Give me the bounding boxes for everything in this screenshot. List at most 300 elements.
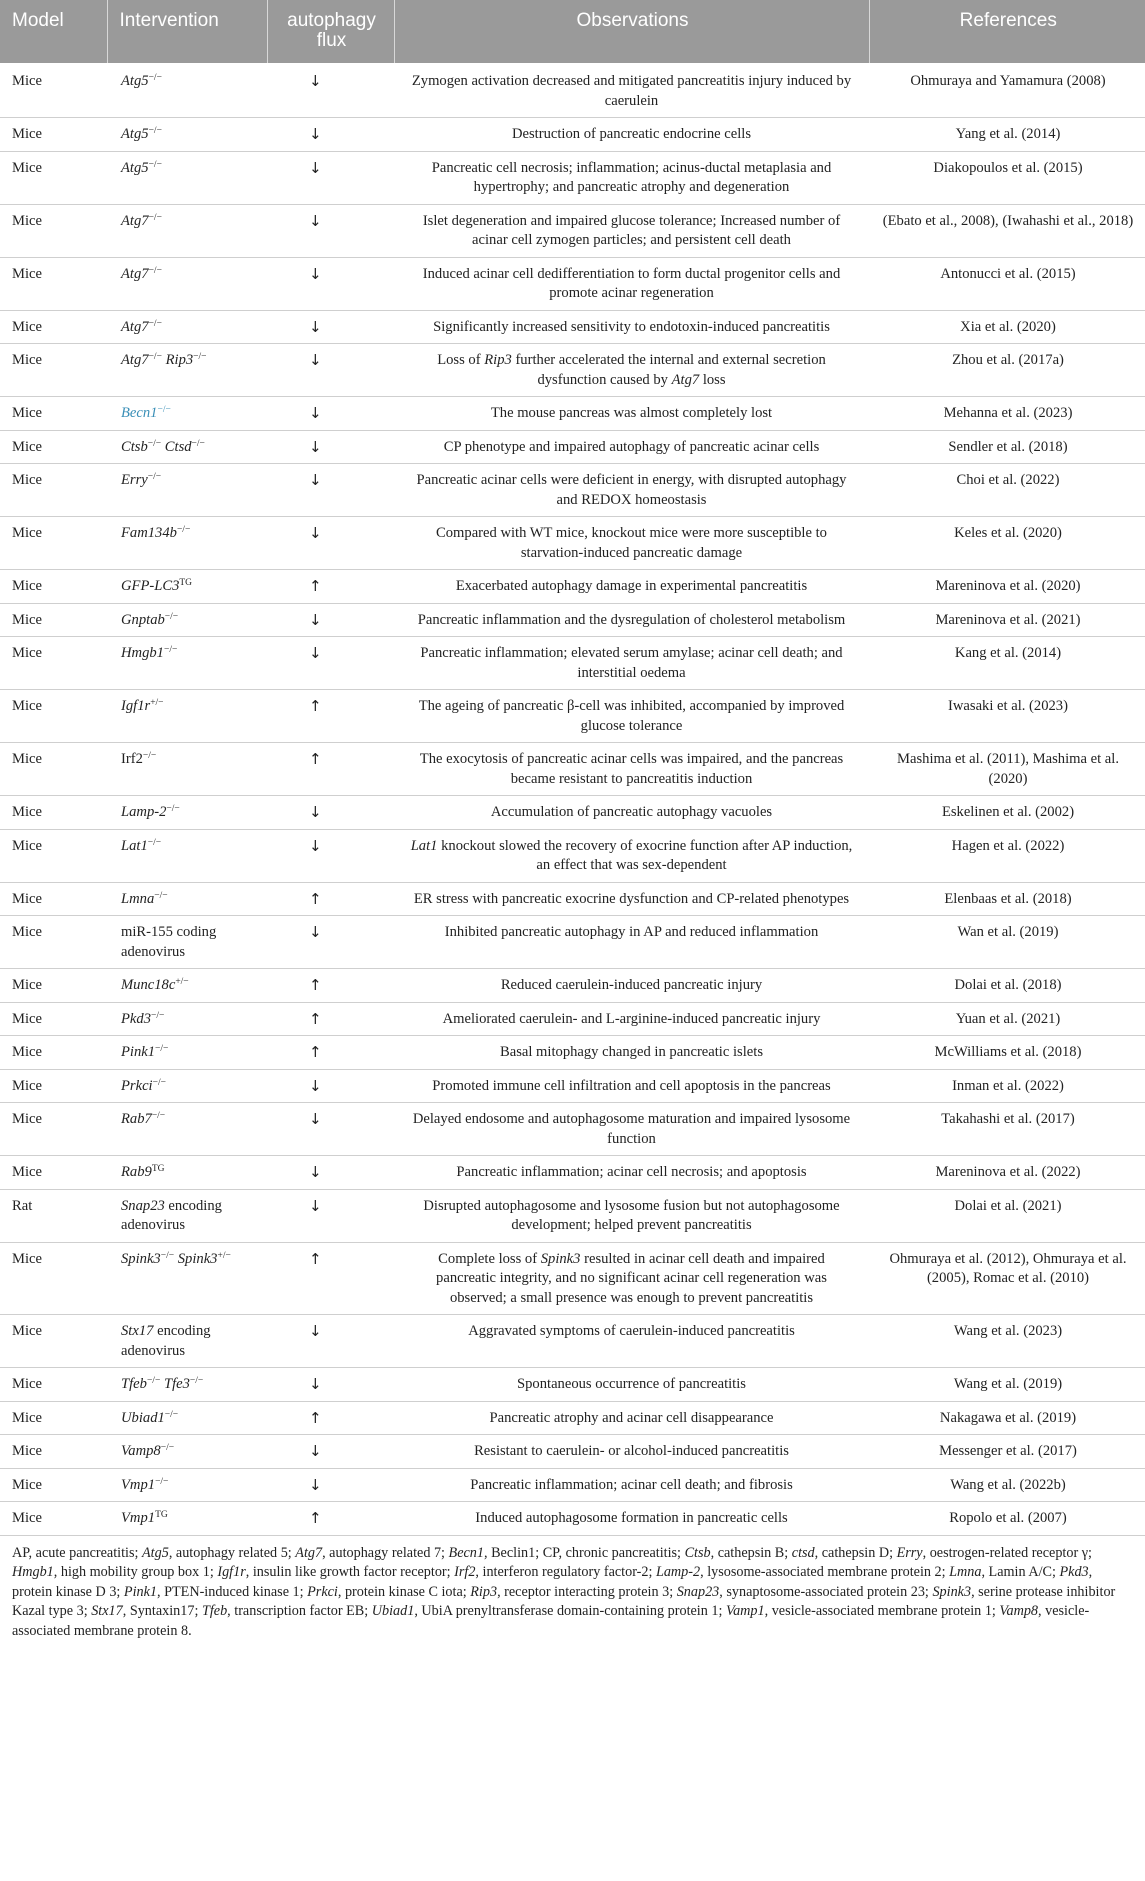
cell-observations [394, 63, 869, 118]
text-run: Erry [896, 1544, 923, 1561]
flux-down-arrow-icon: ↓ [267, 517, 394, 570]
cell-intervention [107, 637, 267, 690]
text-run: Ubiad1 [371, 1603, 415, 1620]
text-run: Hmgb1 [121, 645, 164, 661]
text-run: knockout slowed the recovery of exocrine function after AP induction, an effect that was sex-dependent [437, 837, 853, 873]
flux-down-arrow-icon: ↓ [267, 637, 394, 690]
text-run: Snap23 [676, 1583, 720, 1600]
cell-references: Elenbaas et al. (2018) [869, 882, 1145, 916]
cell-observations [394, 118, 869, 152]
superscript-genotype: −/− [157, 405, 171, 415]
cell-references: Mareninova et al. (2021) [869, 603, 1145, 637]
text-run: Rip3 [484, 352, 512, 368]
table-row [0, 743, 1145, 796]
cell-model: Mice [0, 743, 107, 796]
text-run: Atg7 [295, 1544, 323, 1561]
text-run: Pancreatic inflammation and the dysregulation of cholesterol metabolism [417, 611, 846, 628]
text-run: Lmna [121, 890, 155, 907]
superscript-genotype: −/− [148, 212, 162, 223]
table-row [0, 204, 1145, 257]
flux-up-arrow-icon: ↑ [267, 882, 394, 916]
flux-up-arrow-icon: ↑ [267, 1401, 394, 1435]
cell-model: Mice [0, 151, 107, 204]
superscript-genotype: −/− [166, 804, 180, 814]
text-run: Resistant to caerulein- or alcohol-induced pancreatitis [474, 1443, 789, 1459]
text-run: Spink3 [932, 1583, 972, 1600]
text-run: resulted in acinar cell death and impaired pancreatic integrity, and no significant acinar cell regeneration was observed; a small presence was enough to prevent pancreatitis [436, 1250, 827, 1306]
cell-model: Mice [0, 204, 107, 257]
flux-down-arrow-icon: ↓ [267, 397, 394, 431]
cell-intervention [107, 796, 267, 830]
text-run: , Syntaxin17; [122, 1603, 202, 1620]
text-run: Vmp1 [121, 1510, 156, 1526]
cell-intervention [107, 204, 267, 257]
table-row [0, 1401, 1145, 1435]
cell-references: Kang et al. (2014) [869, 637, 1145, 690]
text-run: Rab9 [121, 1164, 152, 1180]
table-row [0, 118, 1145, 152]
cell-references: McWilliams et al. (2018) [869, 1036, 1145, 1070]
text-run: , autophagy related 5; [168, 1544, 296, 1561]
text-run: Destruction of pancreatic endocrine cells [511, 126, 752, 142]
text-run: Prkci [121, 1077, 153, 1094]
text-run: Irf2 [454, 1564, 476, 1581]
cell-references: Dolai et al. (2021) [869, 1189, 1145, 1242]
superscript-genotype: −/− [191, 438, 205, 449]
cell-observations [394, 310, 869, 344]
text-run: , vesicle-associated membrane protein 1; [764, 1603, 1000, 1620]
table-row [0, 1315, 1145, 1368]
cell-observations [394, 1103, 869, 1156]
cell-observations [394, 430, 869, 464]
flux-down-arrow-icon: ↓ [267, 1368, 394, 1402]
cell-observations [394, 743, 869, 796]
table-row [0, 63, 1145, 118]
cell-intervention [107, 743, 267, 796]
table-row [0, 916, 1145, 969]
cell-intervention [107, 1002, 267, 1036]
text-run: Atg5 [142, 1544, 169, 1561]
table-row [0, 1189, 1145, 1242]
text-run: Stx17 [91, 1603, 123, 1620]
cell-references: Ropolo et al. (2007) [869, 1502, 1145, 1536]
superscript-genotype: −/− [176, 525, 191, 535]
superscript-genotype: −/− [148, 318, 162, 329]
table-row [0, 603, 1145, 637]
superscript-genotype: TG [179, 578, 193, 588]
text-run: Islet degeneration and impaired glucose tolerance; Increased number of acinar cell zymogen particles; and persistent cell death [422, 212, 841, 248]
flux-up-arrow-icon: ↑ [267, 969, 394, 1003]
text-run: Ctsb [121, 438, 148, 455]
flux-down-arrow-icon: ↓ [267, 796, 394, 830]
text-run: Lmna [949, 1564, 982, 1581]
header-autophagy-flux [267, 0, 394, 63]
text-run: AP, acute pancreatitis; [12, 1544, 143, 1561]
cell-model: Mice [0, 969, 107, 1003]
cell-intervention [107, 1315, 267, 1368]
text-run: , transcription factor EB; [227, 1603, 372, 1620]
superscript-genotype: TG [155, 1510, 168, 1520]
cell-observations [394, 397, 869, 431]
text-run: Gnptab [121, 611, 165, 628]
table-row [0, 310, 1145, 344]
cell-intervention [107, 969, 267, 1003]
cell-intervention [107, 310, 267, 344]
table-row [0, 1036, 1145, 1070]
flux-down-arrow-icon: ↓ [267, 603, 394, 637]
cell-model: Mice [0, 1103, 107, 1156]
superscript-genotype: −/− [155, 1476, 169, 1487]
flux-up-arrow-icon: ↑ [267, 570, 394, 604]
text-run: Promoted immune cell infiltration and cell apoptosis in the pancreas [432, 1077, 831, 1094]
flux-down-arrow-icon: ↓ [267, 204, 394, 257]
cell-references: Dolai et al. (2018) [869, 969, 1145, 1003]
cell-model: Mice [0, 1468, 107, 1502]
text-run: Spink3 [121, 1250, 161, 1267]
flux-down-arrow-icon: ↓ [267, 63, 394, 118]
cell-intervention [107, 151, 267, 204]
cell-references: Nakagawa et al. (2019) [869, 1401, 1145, 1435]
cell-model: Mice [0, 118, 107, 152]
flux-up-arrow-icon: ↑ [267, 1036, 394, 1070]
cell-model: Rat [0, 1189, 107, 1242]
text-run: GFP-LC3 [121, 578, 180, 594]
cell-observations [394, 570, 869, 604]
text-run: Lat1 [121, 837, 148, 854]
cell-observations [394, 829, 869, 882]
text-run: Atg5 [121, 159, 149, 176]
cell-model: Mice [0, 603, 107, 637]
cell-intervention [107, 1189, 267, 1242]
cell-model: Mice [0, 1036, 107, 1070]
cell-observations [394, 1189, 869, 1242]
cell-references: Diakopoulos et al. (2015) [869, 151, 1145, 204]
flux-down-arrow-icon: ↓ [267, 1435, 394, 1469]
cell-references: Choi et al. (2022) [869, 464, 1145, 517]
text-run: ER stress with pancreatic exocrine dysfunction and CP-related phenotypes [413, 890, 850, 907]
text-run: , lysosome-associated membrane protein 2; [700, 1564, 950, 1581]
text-run: Spontaneous occurrence of pancreatitis [517, 1376, 746, 1392]
cell-references: Mareninova et al. (2020) [869, 570, 1145, 604]
cell-model: Mice [0, 1002, 107, 1036]
cell-observations [394, 796, 869, 830]
text-run: Tfe3 [163, 1376, 190, 1392]
cell-intervention [107, 882, 267, 916]
superscript-genotype: +/− [150, 698, 164, 708]
text-run: , PTEN-induced kinase 1; [157, 1583, 308, 1600]
text-run: , vesicle-associated membrane protein 8. [12, 1603, 1090, 1639]
cell-model: Mice [0, 344, 107, 397]
text-run: , cathepsin B; [710, 1544, 792, 1561]
flux-down-arrow-icon: ↓ [267, 118, 394, 152]
cell-observations [394, 344, 869, 397]
superscript-genotype: −/− [147, 837, 162, 848]
flux-up-arrow-icon: ↑ [267, 690, 394, 743]
table-row [0, 829, 1145, 882]
cell-intervention [107, 690, 267, 743]
cell-observations [394, 257, 869, 310]
cell-model: Mice [0, 430, 107, 464]
text-run: , protein kinase D 3; [12, 1564, 1093, 1600]
cell-references: Yang et al. (2014) [869, 118, 1145, 152]
text-run: Atg7 [121, 352, 149, 368]
text-run: , Lamin A/C; [981, 1564, 1060, 1581]
header-row [0, 0, 1145, 63]
header-flux-line2: flux [316, 30, 347, 51]
text-run: Pancreatic inflammation; elevated serum amylase; acinar cell death; and interstitial oedema [420, 645, 843, 681]
text-run: The ageing of pancreatic β-cell was inhibited, accompanied by improved glucose tolerance [418, 698, 845, 734]
cell-references: Wan et al. (2019) [869, 916, 1145, 969]
cell-observations [394, 1242, 869, 1315]
cell-observations [394, 1036, 869, 1070]
text-run: , protein kinase C iota; [337, 1583, 471, 1600]
cell-references: Iwasaki et al. (2023) [869, 690, 1145, 743]
cell-model: Mice [0, 916, 107, 969]
cell-intervention [107, 1156, 267, 1190]
text-run: Significantly increased sensitivity to endotoxin-induced pancreatitis [433, 318, 830, 335]
text-run: Delayed endosome and autophagosome maturation and impaired lysosome function [412, 1111, 851, 1147]
cell-references: Eskelinen et al. (2002) [869, 796, 1145, 830]
text-run: Induced autophagosome formation in pancreatic cells [475, 1510, 788, 1526]
table-row [0, 464, 1145, 517]
cell-observations [394, 517, 869, 570]
text-run: , autophagy related 7; [322, 1544, 449, 1561]
text-run: Vamp8 [999, 1603, 1039, 1620]
flux-down-arrow-icon: ↓ [267, 257, 394, 310]
text-run: Rip3 [470, 1583, 498, 1600]
text-run: Zymogen activation decreased and mitigated pancreatitis injury induced by caerulein [411, 73, 852, 109]
text-run: Prkci [307, 1583, 338, 1600]
text-run: Atg7 [121, 265, 149, 282]
text-run: , UbiA prenyltransferase domain-containing protein 1; [414, 1603, 726, 1620]
text-run: Igf1r [121, 698, 151, 714]
header-references: References [869, 0, 1145, 63]
text-run: Vamp1 [725, 1603, 765, 1620]
table-row [0, 690, 1145, 743]
text-run: Reduced caerulein-induced pancreatic injury [500, 977, 763, 993]
cell-model: Mice [0, 1401, 107, 1435]
text-run: Lamp-2 [121, 804, 167, 820]
cell-observations [394, 969, 869, 1003]
header-intervention: Intervention [107, 0, 267, 63]
superscript-genotype: −/− [163, 645, 178, 655]
text-run: Pancreatic acinar cells were deficient in energy, with disrupted autophagy and REDOX homeostasis [416, 472, 847, 508]
cell-model: Mice [0, 882, 107, 916]
cell-model: Mice [0, 1069, 107, 1103]
text-run: Lat1 [410, 837, 438, 854]
table-row [0, 1242, 1145, 1315]
superscript-genotype: −/− [164, 1409, 179, 1420]
cell-intervention [107, 1036, 267, 1070]
table-row [0, 397, 1145, 431]
cell-observations [394, 1069, 869, 1103]
text-run: Becn1 [448, 1544, 484, 1561]
superscript-genotype: −/− [148, 126, 162, 136]
flux-down-arrow-icon: ↓ [267, 1468, 394, 1502]
flux-down-arrow-icon: ↓ [267, 151, 394, 204]
cell-intervention [107, 1435, 267, 1469]
superscript-genotype: −/− [160, 1250, 175, 1261]
superscript-genotype: −/− [189, 1376, 204, 1386]
text-run: , interferon regulatory factor-2; [475, 1564, 656, 1581]
cell-references: (Ebato et al., 2008), (Iwahashi et al., 2018) [869, 204, 1145, 257]
text-run: Rip3 [165, 352, 194, 368]
cell-model: Mice [0, 690, 107, 743]
text-run: Atg7 [121, 212, 149, 229]
flux-down-arrow-icon: ↓ [267, 464, 394, 517]
cell-observations [394, 882, 869, 916]
cell-observations [394, 1315, 869, 1368]
cell-intervention [107, 397, 267, 431]
cell-model: Mice [0, 310, 107, 344]
table-row [0, 430, 1145, 464]
text-run: Pancreatic atrophy and acinar cell disappearance [489, 1409, 774, 1426]
cell-references: Mareninova et al. (2022) [869, 1156, 1145, 1190]
text-run: Stx17 [121, 1323, 154, 1339]
cell-intervention [107, 570, 267, 604]
cell-observations [394, 603, 869, 637]
text-run: The mouse pancreas was almost completely lost [490, 405, 773, 421]
text-run: Pink1 [123, 1583, 157, 1600]
cell-intervention [107, 1368, 267, 1402]
cell-intervention [107, 517, 267, 570]
cell-observations [394, 1502, 869, 1536]
table-row [0, 1002, 1145, 1036]
text-run: Ctsd [164, 438, 192, 455]
cell-observations [394, 1002, 869, 1036]
flux-down-arrow-icon: ↓ [267, 1156, 394, 1190]
cell-intervention [107, 603, 267, 637]
table-row [0, 796, 1145, 830]
cell-observations [394, 1468, 869, 1502]
superscript-genotype: TG [151, 1164, 165, 1174]
text-run: Pkd3 [121, 1010, 151, 1027]
text-run: , synaptosome-associated protein 23; [719, 1583, 933, 1600]
cell-model: Mice [0, 1368, 107, 1402]
flux-down-arrow-icon: ↓ [267, 344, 394, 397]
text-run: Vmp1 [121, 1476, 156, 1493]
text-run: Ctsb [684, 1544, 711, 1561]
header-model: Model [0, 0, 107, 63]
table-row [0, 151, 1145, 204]
text-run: Loss of [437, 352, 485, 368]
text-run: Igf1r [217, 1564, 246, 1581]
superscript-genotype: −/− [148, 265, 162, 276]
cell-references: Ohmuraya et al. (2012), Ohmuraya et al. (2005), Romac et al. (2010) [869, 1242, 1145, 1315]
cell-model: Mice [0, 796, 107, 830]
text-run: Becn1 [121, 405, 158, 421]
flux-down-arrow-icon: ↓ [267, 1069, 394, 1103]
text-run: Basal mitophagy changed in pancreatic islets [499, 1044, 763, 1060]
cell-references: Wang et al. (2019) [869, 1368, 1145, 1402]
cell-references: Wang et al. (2023) [869, 1315, 1145, 1368]
cell-intervention [107, 1103, 267, 1156]
cell-references: Mehanna et al. (2023) [869, 397, 1145, 431]
text-run: Atg5 [121, 73, 149, 89]
superscript-genotype: −/− [147, 438, 162, 449]
cell-observations [394, 637, 869, 690]
text-run: , serine protease inhibitor Kazal type 3; [12, 1583, 1116, 1620]
cell-references: Mashima et al. (2011), Mashima et al. (2020) [869, 743, 1145, 796]
table-row [0, 517, 1145, 570]
text-run: Inhibited pancreatic autophagy in AP and reduced inflammation [444, 924, 819, 940]
table-row [0, 257, 1145, 310]
text-run: Atg7 [121, 318, 149, 335]
cell-model: Mice [0, 1156, 107, 1190]
flux-down-arrow-icon: ↓ [267, 1315, 394, 1368]
text-run: miR-155 coding adenovirus [121, 924, 217, 960]
table-row [0, 344, 1145, 397]
cell-references: Yuan et al. (2021) [869, 1002, 1145, 1036]
table-row [0, 1468, 1145, 1502]
cell-model: Mice [0, 1242, 107, 1315]
flux-up-arrow-icon: ↑ [267, 1502, 394, 1536]
superscript-genotype: −/− [151, 1010, 165, 1021]
text-run: Pancreatic inflammation; acinar cell necrosis; and apoptosis [456, 1164, 807, 1180]
text-run: Vamp8 [121, 1443, 161, 1459]
text-run: Pancreatic cell necrosis; inflammation; acinus-ductal metaplasia and hypertrophy; and pancreatic atrophy and degeneration [431, 159, 832, 195]
table-row [0, 1156, 1145, 1190]
cell-model: Mice [0, 1315, 107, 1368]
flux-down-arrow-icon: ↓ [267, 829, 394, 882]
superscript-genotype: −/− [154, 890, 168, 901]
superscript-genotype: −/− [148, 159, 162, 170]
flux-up-arrow-icon: ↑ [267, 1002, 394, 1036]
superscript-genotype: +/− [217, 1250, 231, 1261]
cell-observations [394, 1401, 869, 1435]
cell-references: Wang et al. (2022b) [869, 1468, 1145, 1502]
cell-observations [394, 690, 869, 743]
table-row [0, 882, 1145, 916]
text-run: , cathepsin D; [814, 1544, 897, 1561]
superscript-genotype: −/− [193, 352, 207, 362]
text-run: , insulin like growth factor receptor; [245, 1564, 455, 1581]
cell-observations [394, 464, 869, 517]
text-run: Accumulation of pancreatic autophagy vacuoles [490, 804, 773, 820]
cell-intervention [107, 1468, 267, 1502]
text-run: Ameliorated caerulein- and L-arginine-induced pancreatic injury [442, 1010, 821, 1027]
cell-observations [394, 916, 869, 969]
text-run: Spink3 [540, 1250, 581, 1267]
superscript-genotype: −/− [146, 1376, 161, 1386]
text-run: Compared with WT mice, knockout mice were more susceptible to starvation-induced pancreatic damage [436, 525, 827, 561]
text-run: Rab7 [121, 1111, 152, 1127]
cell-observations [394, 204, 869, 257]
text-run: Pkd3 [1059, 1564, 1089, 1581]
cell-references: Sendler et al. (2018) [869, 430, 1145, 464]
header-observations: Observations [394, 0, 869, 63]
text-run: Tfeb [121, 1376, 147, 1392]
text-run: Induced acinar cell dedifferentiation to form ductal progenitor cells and promote acinar regeneration [422, 265, 841, 301]
table-row [0, 1502, 1145, 1536]
text-run: , oestrogen-related receptor γ; [922, 1544, 1092, 1561]
superscript-genotype: −/− [160, 1443, 175, 1453]
cell-model: Mice [0, 464, 107, 517]
text-run: Disrupted autophagosome and lysosome fusion but not autophagosome development; helped prevent pancreatitis [423, 1197, 840, 1233]
table-header [0, 0, 1145, 63]
header-flux-line1: autophagy [287, 10, 376, 31]
cell-observations [394, 1368, 869, 1402]
text-run: Atg7 [671, 371, 700, 388]
cell-references: Antonucci et al. (2015) [869, 257, 1145, 310]
cell-references: Ohmuraya and Yamamura (2008) [869, 63, 1145, 118]
text-run: encoding adenovirus [121, 1323, 211, 1359]
cell-references: Messenger et al. (2017) [869, 1435, 1145, 1469]
text-run: Exacerbated autophagy damage in experimental pancreatitis [455, 578, 808, 594]
cell-model: Mice [0, 570, 107, 604]
superscript-genotype: −/− [148, 352, 162, 362]
table-row [0, 1435, 1145, 1469]
